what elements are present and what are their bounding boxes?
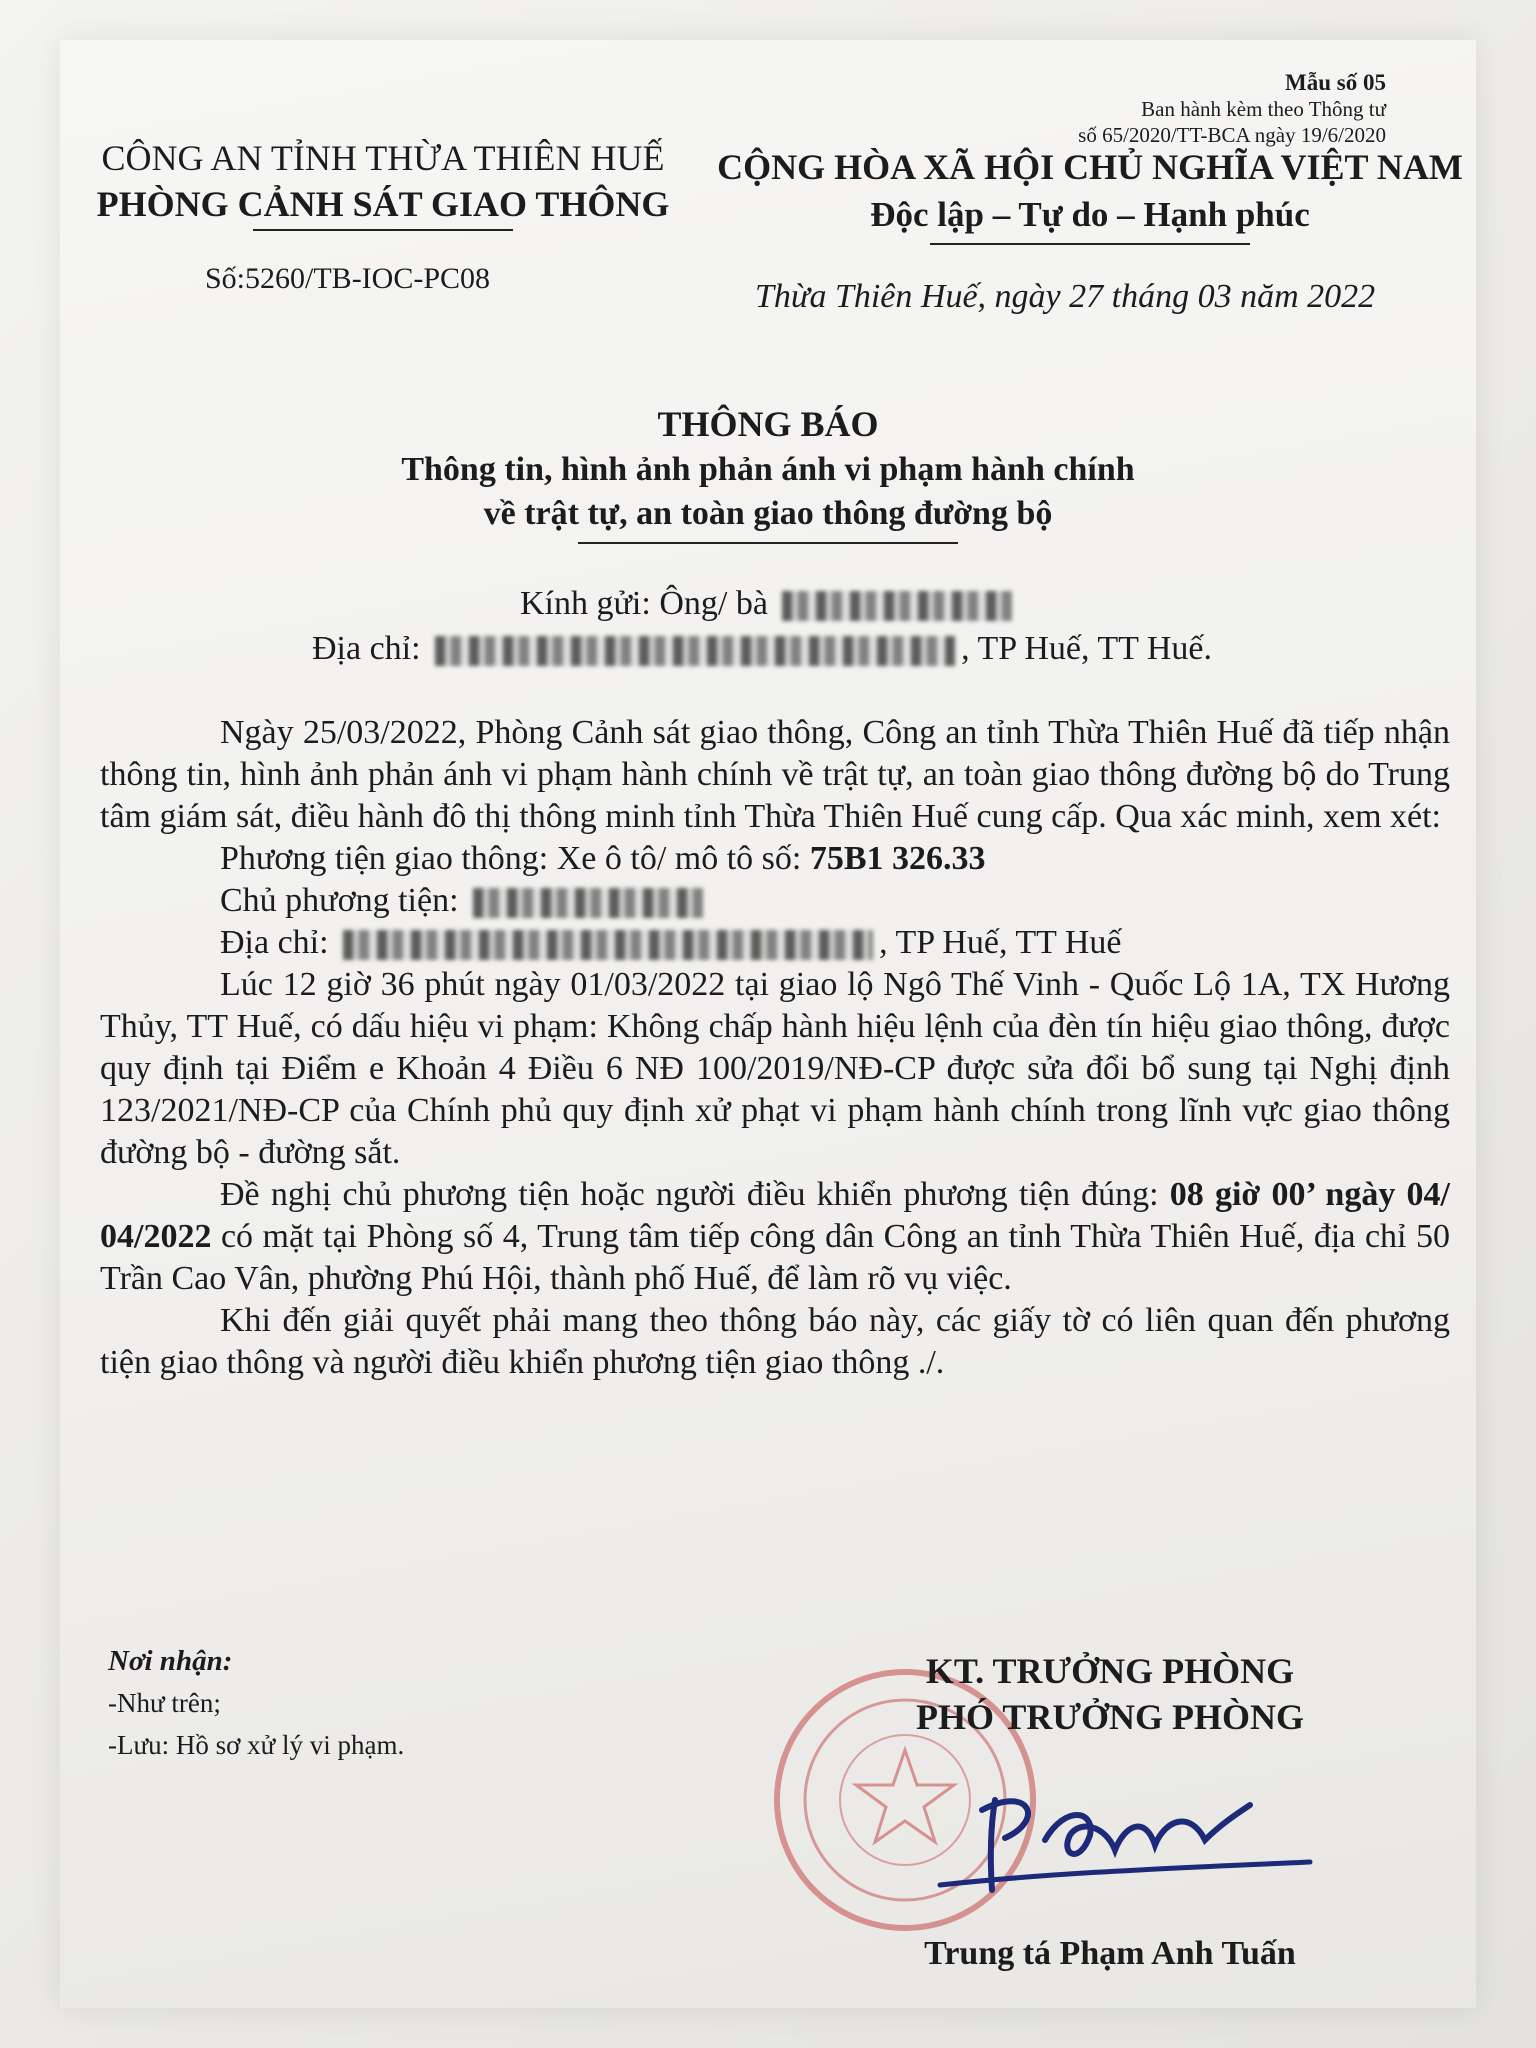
owner-address-line xyxy=(100,922,1450,964)
signer-name: Trung tá Phạm Anh Tuấn xyxy=(924,1935,1296,1972)
document-number: Số:5260/TB-IOC-PC08 xyxy=(205,262,491,295)
nation-motto: Độc lập – Tự do – Hạnh phúc xyxy=(870,195,1310,234)
redacted-owner-name xyxy=(473,888,703,918)
agency-underline xyxy=(253,229,513,231)
paragraph-1: Ngày 25/03/2022, Phòng Cảnh sát giao thông, Công an tỉnh Thừa Thiên Huế đã tiếp nhận thông tin, hình ảnh phản ánh vi phạm hành chính về trật tự, an toàn giao thông đường bộ do Trung tâm giám sát, điều hành đô thị thông minh tỉnh Thừa Thiên Huế cung cấp. Qua xác minh, xem xét: xyxy=(100,714,1450,835)
document-title-block xyxy=(0,400,1536,544)
form-number-block xyxy=(1078,70,1386,148)
document-body xyxy=(100,712,1450,1384)
recipient-address-line xyxy=(312,630,1212,668)
owner-line xyxy=(100,880,1450,922)
place-date: Thừa Thiên Huế, ngày 27 tháng 03 năm 2022 xyxy=(755,278,1376,315)
vehicle-plate: 75B1 326.33 xyxy=(809,840,986,877)
paragraph-4: Khi đến giải quyết phải mang theo thông báo này, các giấy tờ có liên quan đến phương tiện giao thông và người điều khiển phương tiện giao thông ./. xyxy=(100,1302,1450,1381)
address-suffix: , TP Huế, TT Huế. xyxy=(961,630,1212,667)
vehicle-label: Phương tiện giao thông: Xe ô tô/ mô tô số: xyxy=(220,840,810,877)
greeting-label: Kính gửi: Ông/ bà xyxy=(520,585,768,622)
recipient-item: -Như trên; xyxy=(108,1688,221,1718)
national-header xyxy=(700,143,1480,245)
nation-name: CỘNG HÒA XÃ HỘI CHỦ NGHĨA VIỆT NAM xyxy=(717,147,1463,187)
document-title: THÔNG BÁO xyxy=(657,404,879,444)
agency-header xyxy=(88,135,678,231)
form-issued-line-1: Ban hành kèm theo Thông tư xyxy=(1141,97,1386,121)
document-subtitle-2: về trật tự, an toàn giao thông đường bộ xyxy=(483,495,1053,532)
form-number: Mẫu số 05 xyxy=(1285,70,1386,95)
p3-pre: Đề nghị chủ phương tiện hoặc người điều khiển phương tiện đúng: xyxy=(220,1176,1170,1213)
agency-department: PHÒNG CẢNH SÁT GIAO THÔNG xyxy=(96,184,670,224)
title-underline xyxy=(578,542,958,544)
appointment-time: 08 giờ 00’ ngày 04/ 04/2022 xyxy=(100,1176,1450,1255)
owner-address-label: Địa chỉ: xyxy=(220,924,329,961)
greeting-line xyxy=(520,585,1018,623)
document-subtitle-1: Thông tin, hình ảnh phản ánh vi phạm hành chính xyxy=(401,451,1135,488)
p3-post: có mặt tại Phòng số 4, Trung tâm tiếp công dân Công an tỉnh Thừa Thiên Huế, địa chỉ 50 Trần Cao Vân, phường Phú Hội, thành phố Huế, để làm rõ vụ việc. xyxy=(100,1218,1450,1297)
signature-title-block xyxy=(830,1648,1390,1740)
address-label: Địa chỉ: xyxy=(312,630,421,667)
vehicle-line xyxy=(100,838,1450,880)
form-issued-line-2: số 65/2020/TT-BCA ngày 19/6/2020 xyxy=(1078,123,1386,147)
recipients-heading: Nơi nhận: xyxy=(108,1645,233,1677)
signature-title-1: KT. TRƯỞNG PHÒNG xyxy=(925,1651,1295,1691)
redacted-recipient-name xyxy=(782,591,1012,621)
paragraph-3 xyxy=(100,1174,1450,1300)
paragraph-2: Lúc 12 giờ 36 phút ngày 01/03/2022 tại giao lộ Ngô Thế Vinh - Quốc Lộ 1A, TX Hương Thủy, TT Huế, có dấu hiệu vi phạm: Không chấp hành hiệu lệnh của đèn tín hiệu giao thông, được quy định tại Điểm e Khoản 4 Điều 6 NĐ 100/2019/NĐ-CP được sửa đổi bổ sung tại Nghị định 123/2021/NĐ-CP của Chính phủ quy định xử phạt vi phạm hành chính trong lĩnh vực giao thông đường bộ - đường sắt. xyxy=(100,966,1450,1171)
redacted-recipient-address xyxy=(435,636,955,666)
signature-title-2: PHÓ TRƯỞNG PHÒNG xyxy=(915,1697,1304,1737)
motto-underline xyxy=(930,243,1250,245)
recipient-item: -Lưu: Hồ sơ xử lý vi phạm. xyxy=(108,1730,405,1760)
owner-address-suffix: , TP Huế, TT Huế xyxy=(879,924,1122,961)
agency-parent: CÔNG AN TỈNH THỪA THIÊN HUẾ xyxy=(101,138,665,178)
owner-label: Chủ phương tiện: xyxy=(220,882,459,919)
handwritten-signature xyxy=(920,1780,1320,1910)
recipients-block xyxy=(108,1640,404,1766)
redacted-owner-address xyxy=(343,930,873,960)
